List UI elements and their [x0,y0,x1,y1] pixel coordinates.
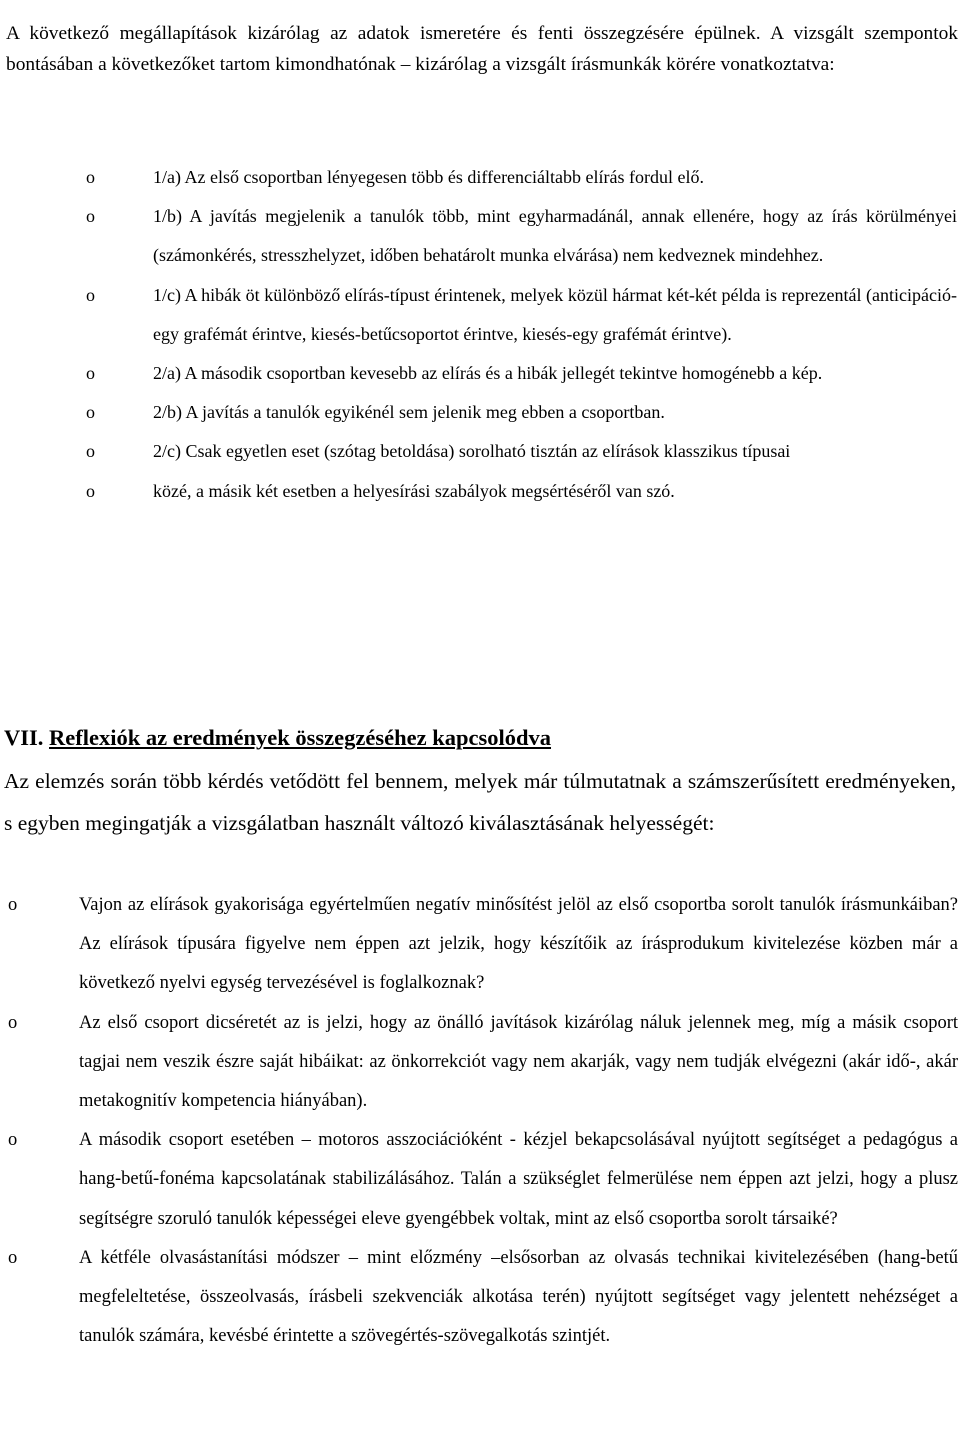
list-item-text: 2/a) A második csoportban kevesebb az elírás és a hibák jellegét tekintve homogénebb a kép. [153,363,823,384]
list-item [0,276,960,354]
bullet-icon: o [86,441,95,462]
list-item-text: Az első csoport dicséretét az is jelzi, hogy az önálló javítások kizárólag náluk jelennek meg, míg a másik csoport tagjai nem veszik észre saját hibáikat: az önkorrekciót vagy nem akarják, vagy nem tudják elvégezni (akár idő-, akár metakognitív kompetencia hiányában). [79,1012,958,1112]
list-item-text: 1/b) A javítás megjelenik a tanulók több, mint egyharmadánál, annak ellenére, hogy az írás körülményei (számonkérés, stresszhelyzet, időben behatárolt munka elvárása) nem kedveznek mindehhez. [153,206,957,266]
questions-list [0,886,960,1356]
reflection-paragraph: Az elemzés során több kérdés vetődött fel bennem, melyek már túlmutatnak a számszerűsített eredményeken, s egyben megingatják a vizsgálatban használt változó kiválasztásának helyességét: [4,769,956,836]
bullet-icon: o [86,206,95,227]
bullet-icon: o [86,167,95,187]
list-item-text: 1/c) A hibák öt különböző elírás-típust érintenek, melyek közül hármat két-két példa is reprezentál (anticipáció-egy grafémát érintve, kiesés-betűcsoportot érintve, kiesés-egy grafémát érintve). [153,284,957,344]
bullet-icon: o [86,480,95,501]
section-heading [4,720,956,756]
section-number: VII. [4,725,44,750]
list-item-text: 2/b) A javítás a tanulók egyikénél sem jelenik meg ebben a csoportban. [153,402,665,423]
findings-list [0,158,960,511]
list-item [0,472,960,511]
list-item-text: A kétféle olvasástanítási módszer – mint előzmény –elsősorban az olvasás technikai kivitelezésében (hang-betű megfeleltetése, összeolvasás, írásbeli szekvenciák alkotása terén) nyújtott segítséget vagy jelentett nehézséget a tanulók számára, kevésbé érintette a szövegértés-szövegalkotás szintjét. [79,1247,958,1347]
bullet-icon: o [8,895,18,915]
list-item [0,1004,960,1122]
section-title: Reflexiók az eredmények összegzéséhez kapcsolódva [49,725,552,750]
bullet-icon: o [8,1130,18,1151]
list-item [0,197,960,275]
bullet-icon: o [8,1247,18,1268]
list-item-text: 2/c) Csak egyetlen eset (szótag betoldása) sorolható tisztán az elírások klasszikus típusai [153,441,791,462]
list-item-text: közé, a másik két esetben a helyesírási szabályok megsértéséről van szó. [153,480,675,501]
bullet-icon: o [86,284,95,305]
list-item [0,393,960,432]
bullet-icon: o [8,1012,18,1033]
list-item [0,886,960,1004]
list-item [0,1239,960,1357]
list-item [0,432,960,471]
list-item-text: 1/a) Az első csoportban lényegesen több és differenciáltabb elírás fordul elő. [153,167,704,187]
list-item-text: A második csoport esetében – motoros asszociációként - kézjel bekapcsolásával nyújtott segítséget a pedagógus a hang-betű-fonéma kapcsolatának stabilizálásához. Talán a szükséglet felmerülése nem éppen azt jelzi, hogy a plusz segítségre szoruló tanulók képességei eleve gyengébbek voltak, mint az első csoportba sorolt társaiké? [79,1130,958,1229]
bullet-icon: o [86,363,95,384]
list-item-text: Vajon az elírások gyakorisága egyértelműen negatív minősítést jelöl az első csoportba sorolt tanulók írásmunkáiban? Az elírások típusára figyelve nem éppen azt jelzik, hogy készítőik az írásprodukum kivitelezése közben már a következő nyelvi egység tervezésével is foglalkoznak? [79,895,958,994]
list-item [0,354,960,393]
list-item [0,1121,960,1239]
bullet-icon: o [86,402,95,423]
list-item [0,158,960,197]
intro-paragraph: A következő megállapítások kizárólag az adatok ismeretére és fenti összegzésére épülnek. A vizsgált szempontok bontásában a következőket tartom kimondhatónak – kizárólag a vizsgált írásmunkák körére vonatkoztatva: [6,23,958,75]
